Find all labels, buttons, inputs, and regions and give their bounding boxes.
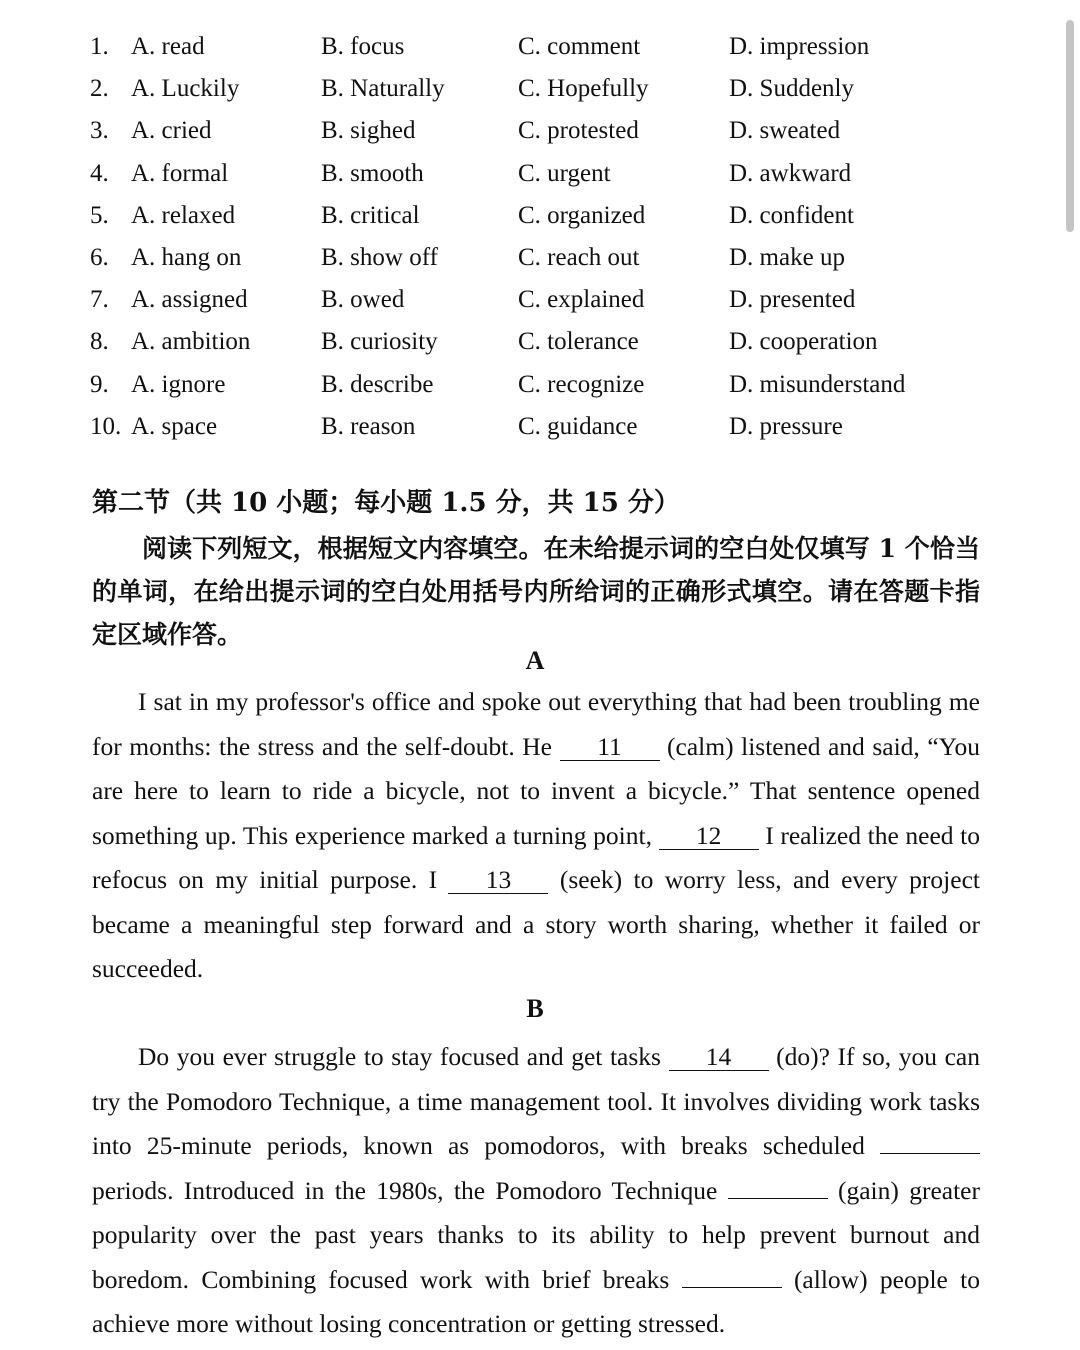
- option-c: C. tolerance: [518, 328, 639, 356]
- question-number: 9.: [90, 370, 109, 398]
- blank-13[interactable]: 13: [448, 867, 548, 894]
- blank-12[interactable]: 12: [659, 823, 759, 850]
- blank-16[interactable]: [728, 1178, 828, 1199]
- passage-text: (seek) to worry less, and every project became a meaningful step forward and a story worth sharing, whether it failed or succeeded.: [92, 865, 980, 983]
- option-a: A. ignore: [131, 370, 226, 398]
- question-number: 4.: [90, 159, 109, 187]
- blank-15[interactable]: [880, 1133, 980, 1154]
- passage-text: I realized the need to refocus on my initial purpose. I: [92, 820, 980, 894]
- option-b: B. owed: [321, 286, 405, 314]
- option-c: C. Hopefully: [518, 75, 649, 103]
- option-d: D. sweated: [729, 117, 841, 145]
- option-d: D. Suddenly: [729, 75, 854, 103]
- passage-text: I sat in my professor's office and spoke out everything that had been troubling me for months: the stress and the self-doubt. He: [92, 687, 980, 761]
- option-a: A. Luckily: [131, 75, 240, 103]
- option-c: C. reach out: [518, 243, 640, 271]
- option-d: D. pressure: [729, 412, 843, 440]
- option-row: [0, 406, 1080, 448]
- option-d: D. awkward: [729, 159, 852, 187]
- passage-text: periods. Introduced in the 1980s, the Pomodoro Technique: [92, 1175, 728, 1205]
- option-b: B. smooth: [321, 159, 424, 187]
- option-a: A. cried: [131, 117, 212, 145]
- passage-b: [92, 1035, 980, 1347]
- option-a: A. relaxed: [131, 201, 236, 229]
- option-d: D. impression: [729, 33, 870, 60]
- question-number: 10.: [90, 412, 122, 440]
- passage-text: (allow) people to achieve more without losing concentration or getting stressed.: [92, 1264, 980, 1338]
- option-c: C. guidance: [518, 412, 638, 440]
- blank-17[interactable]: [682, 1267, 782, 1288]
- section-instructions: 阅读下列短文，根据短文内容填空。在未给提示词的空白处仅填写 1 个恰当的单词，在给出提示词的空白处用括号内所给词的正确形式填空。请在答题卡指定区域作答。: [92, 534, 980, 649]
- option-a: A. formal: [131, 159, 229, 187]
- passage-a: [92, 680, 980, 992]
- option-c: C. comment: [518, 33, 641, 60]
- option-row: [0, 195, 1080, 237]
- option-row: [0, 68, 1080, 110]
- blank-11[interactable]: 11: [560, 734, 660, 761]
- passage-a-title: A: [525, 646, 545, 675]
- option-c: C. urgent: [518, 159, 611, 187]
- options-table: [0, 26, 1080, 448]
- option-a: A. space: [131, 412, 218, 440]
- option-row: [0, 321, 1080, 363]
- question-number: 7.: [90, 286, 109, 314]
- option-b: B. critical: [321, 201, 420, 229]
- option-b: B. describe: [321, 370, 434, 398]
- passage-text: (do)? If so, you can try the Pomodoro Technique, a time management tool. It involves dividing work tasks into 25-minute periods, known as pomodoros, with breaks scheduled: [92, 1042, 980, 1160]
- option-b: B. sighed: [321, 117, 416, 145]
- option-a: A. assigned: [131, 286, 248, 314]
- option-row: [0, 26, 1080, 68]
- option-b: B. focus: [321, 33, 405, 60]
- question-number: 1.: [90, 33, 109, 60]
- question-number: 5.: [90, 201, 109, 229]
- option-b: B. curiosity: [321, 328, 438, 356]
- option-row: [0, 110, 1080, 152]
- option-c: C. recognize: [518, 370, 645, 398]
- section-title: 第二节（共 10 小题；每小题 1.5 分，共 15 分）: [92, 488, 680, 518]
- question-number: 6.: [90, 243, 109, 271]
- option-row: [0, 237, 1080, 279]
- question-number: 2.: [90, 75, 109, 103]
- option-b: B. show off: [321, 243, 438, 271]
- option-a: A. hang on: [131, 243, 242, 271]
- option-row: [0, 279, 1080, 321]
- option-b: B. reason: [321, 412, 416, 440]
- option-c: C. organized: [518, 201, 646, 229]
- option-row: [0, 364, 1080, 406]
- passage-b-title: B: [526, 994, 544, 1023]
- option-d: D. cooperation: [729, 328, 878, 356]
- question-number: 8.: [90, 328, 109, 356]
- option-d: D. make up: [729, 243, 845, 271]
- option-b: B. Naturally: [321, 75, 445, 103]
- option-d: D. confident: [729, 201, 854, 229]
- option-c: C. protested: [518, 117, 639, 145]
- option-c: C. explained: [518, 286, 645, 314]
- option-a: A. ambition: [131, 328, 251, 356]
- passage-text: (calm) listened and said, “You are here to learn to ride a bicycle, not to invent a bicycle.” That sentence opened something up. This experience marked a turning point,: [92, 731, 981, 850]
- option-row: [0, 153, 1080, 195]
- option-a: A. read: [131, 33, 205, 60]
- passage-text: Do you ever struggle to stay focused and get tasks: [138, 1042, 669, 1071]
- option-d: D. misunderstand: [729, 370, 906, 398]
- passage-text: (gain) greater popularity over the past years thanks to its ability to help prevent burnout and boredom. Combining focused work with brief breaks: [92, 1175, 980, 1294]
- blank-14[interactable]: 14: [669, 1044, 769, 1071]
- question-number: 3.: [90, 117, 109, 145]
- option-d: D. presented: [729, 286, 856, 314]
